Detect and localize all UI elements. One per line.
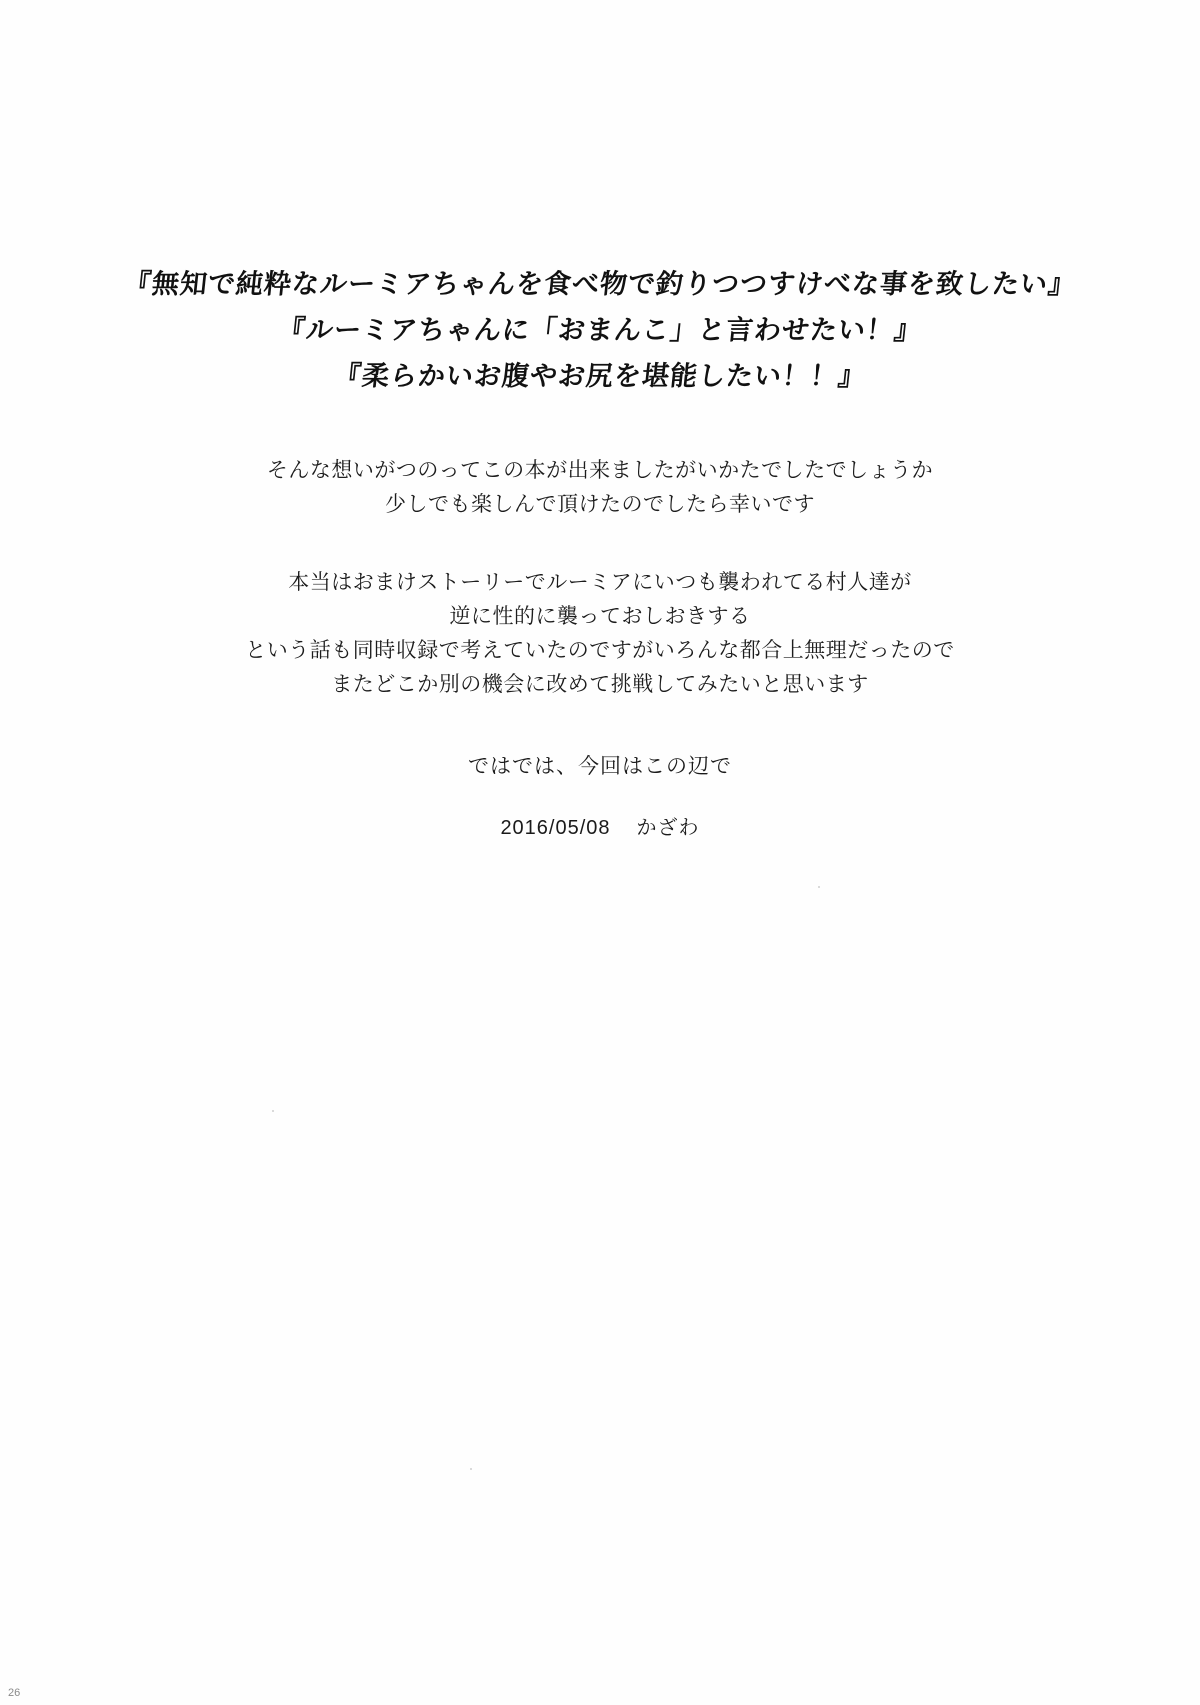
paragraph-one-line-1: そんな想いがつのってこの本が出来ましたがいかたでしたでしょうか (266, 459, 934, 482)
headline-line-1: 『無知で純粋なルーミアちゃんを食べ物で釣りつつすけべな事を致したい』 (122, 269, 1078, 300)
paragraph-two-line-1: 本当はおまけストーリーでルーミアにいつも襲われてる村人達が (288, 571, 912, 594)
spacer-after-headlines (0, 400, 1200, 454)
spacer-between-paragraphs (0, 522, 1200, 566)
paragraph-two (0, 566, 1200, 702)
signature-date: 2016/05/08 (500, 817, 611, 839)
afterword-section (0, 262, 1200, 844)
paragraph-one-line-2: 少しでも楽しんで頂けたのでしたら幸いです (385, 493, 815, 516)
headline-block (70, 262, 1130, 400)
spacer-before-closing (0, 702, 1200, 750)
signature-line (0, 812, 1200, 844)
paragraph-one (0, 454, 1200, 522)
headline-line-3: 『柔らかいお腹やお尻を堪能したい！！』 (332, 361, 868, 392)
paper-speck (470, 1468, 472, 1470)
headline-line-2: 『ルーミアちゃんに「おまんこ」と言わせたい！』 (276, 315, 924, 346)
paragraph-two-line-3: という話も同時収録で考えていたのですがいろんな都合上無理だったので (245, 639, 955, 662)
spacer-before-signature (0, 784, 1200, 812)
paragraph-two-line-2: 逆に性的に襲っておしおきする (449, 605, 751, 628)
paragraph-two-line-4: またどこか別の機会に改めて挑戦してみたいと思います (331, 673, 869, 696)
signature-author: かざわ (636, 817, 700, 839)
closing-line: ではでは、今回はこの辺で (468, 755, 732, 778)
paper-speck (272, 1110, 274, 1112)
page-number: 26 (8, 1687, 21, 1699)
paper-speck (818, 886, 820, 888)
